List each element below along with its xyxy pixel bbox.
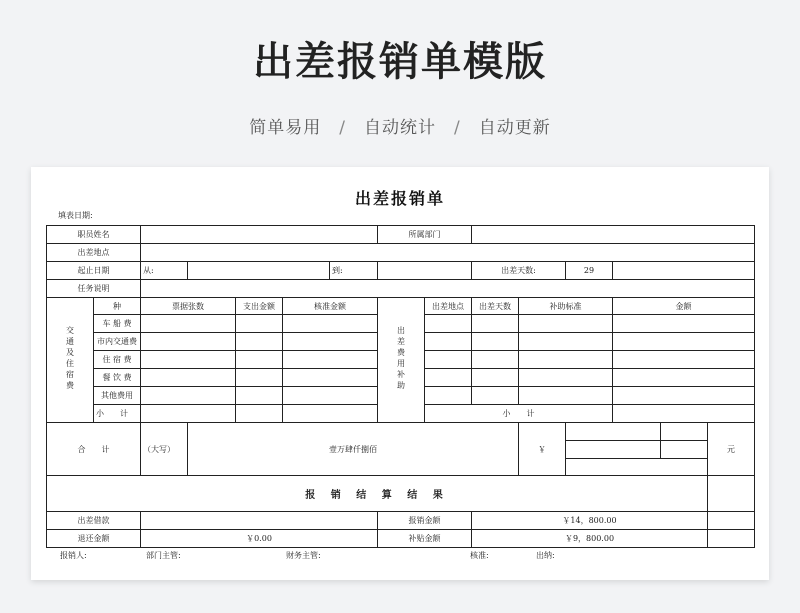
row-location <box>47 243 755 261</box>
reimburser-label: 报销人: <box>60 551 87 560</box>
total-digit-cell[interactable] <box>566 458 708 476</box>
allow-location-cell[interactable] <box>425 333 472 351</box>
receipt-count-cell[interactable] <box>141 351 236 369</box>
allow-days-cell[interactable] <box>472 369 519 387</box>
expense-amount-cell[interactable] <box>236 333 283 351</box>
to-label: 到: <box>330 261 378 279</box>
allow-days-header: 出差天数 <box>472 297 519 315</box>
allow-amount-cell[interactable] <box>613 387 755 405</box>
total-digit-cell[interactable] <box>661 422 708 440</box>
allow-location-cell[interactable] <box>425 351 472 369</box>
capital-value: 壹万肆仟捌佰 <box>188 422 519 476</box>
employee-name-label: 职员姓名 <box>47 226 141 244</box>
reimburse-side-cell <box>708 512 755 530</box>
receipt-count-cell[interactable] <box>141 369 236 387</box>
expense-amount-header: 支出金额 <box>236 297 283 315</box>
expense-kind: 住 宿 费 <box>94 351 141 369</box>
location-field[interactable] <box>141 243 755 261</box>
allow-standard-cell[interactable] <box>519 387 613 405</box>
allow-standard-cell[interactable] <box>519 351 613 369</box>
approved-amount-cell[interactable] <box>283 351 378 369</box>
row-expense-header <box>47 297 755 315</box>
allow-days-cell[interactable] <box>472 387 519 405</box>
subtotal-expense[interactable] <box>236 404 283 422</box>
feature-1: 简单易用 <box>249 118 322 138</box>
employee-name-field[interactable] <box>141 226 378 244</box>
verifier-label: 核准: <box>470 551 489 560</box>
expense-kind: 其他费用 <box>94 387 141 405</box>
total-digit-cell[interactable] <box>566 440 661 458</box>
approved-amount-cell[interactable] <box>283 369 378 387</box>
allow-amount-cell[interactable] <box>613 351 755 369</box>
allow-subtotal-value[interactable] <box>613 404 755 422</box>
expense-amount-cell[interactable] <box>236 315 283 333</box>
signature-footer <box>46 550 753 564</box>
refund-value: ￥0.00 <box>141 530 378 548</box>
department-label: 所属部门 <box>378 226 472 244</box>
purpose-label: 任务说明 <box>47 279 141 297</box>
allow-location-cell[interactable] <box>425 369 472 387</box>
transport-section-text: 交通及住宿费 <box>65 325 75 392</box>
refund-label: 退还金额 <box>47 530 141 548</box>
result-side-cell <box>708 476 755 512</box>
allowance-section-label <box>378 297 425 422</box>
approved-amount-cell[interactable] <box>283 315 378 333</box>
department-field[interactable] <box>472 226 755 244</box>
receipt-count-cell[interactable] <box>141 315 236 333</box>
row-dates <box>47 261 755 279</box>
reimburse-value: ￥14，800.00 <box>472 512 708 530</box>
to-date-field[interactable] <box>378 261 472 279</box>
allow-amount-cell[interactable] <box>613 333 755 351</box>
trip-days-extra <box>613 261 755 279</box>
row-refund <box>47 530 755 548</box>
approved-amount-header: 核准金额 <box>283 297 378 315</box>
feature-2: 自动统计 <box>364 118 436 138</box>
allow-standard-cell[interactable] <box>519 315 613 333</box>
expense-kind: 餐 饮 费 <box>94 369 141 387</box>
row-advance <box>47 512 755 530</box>
from-label: 从: <box>141 261 188 279</box>
separator: / <box>339 118 346 138</box>
subsidy-label: 补贴金额 <box>378 530 472 548</box>
receipt-count-cell[interactable] <box>141 387 236 405</box>
fill-date-label: 填表日期: <box>58 211 93 220</box>
subtotal-label: 小 计 <box>94 404 141 422</box>
trip-days-label: 出差天数: <box>472 261 566 279</box>
approved-amount-cell[interactable] <box>283 387 378 405</box>
allow-standard-cell[interactable] <box>519 369 613 387</box>
advance-label: 出差借款 <box>47 512 141 530</box>
form-sheet <box>31 167 769 580</box>
allow-days-cell[interactable] <box>472 333 519 351</box>
row-purpose <box>47 279 755 297</box>
approved-amount-cell[interactable] <box>283 333 378 351</box>
feature-tagline <box>0 113 800 138</box>
separator: / <box>454 118 461 138</box>
allow-location-cell[interactable] <box>425 315 472 333</box>
feature-3: 自动更新 <box>478 118 551 138</box>
subsidy-value: ￥9，800.00 <box>472 530 708 548</box>
date-range-label: 起止日期 <box>47 261 141 279</box>
expense-amount-cell[interactable] <box>236 351 283 369</box>
total-digit-cell[interactable] <box>566 422 661 440</box>
subtotal-approved[interactable] <box>283 404 378 422</box>
cashier-label: 出纳: <box>536 551 555 560</box>
subtotal-receipts[interactable] <box>141 404 236 422</box>
result-label: 报 销 结 算 结 果 <box>47 476 708 512</box>
total-label: 合 计 <box>47 422 141 476</box>
row-total <box>47 422 755 440</box>
expense-kind: 车 船 费 <box>94 315 141 333</box>
page-headline: 出差报销单模版 <box>253 39 547 85</box>
allow-days-cell[interactable] <box>472 315 519 333</box>
row-employee <box>47 226 755 244</box>
expense-kind: 市内交通费 <box>94 333 141 351</box>
yen-symbol: ￥ <box>519 422 566 476</box>
allowance-section-text: 出差费用补助 <box>396 325 406 392</box>
purpose-field[interactable] <box>141 279 755 297</box>
allow-standard-header: 补助标准 <box>519 297 613 315</box>
expense-amount-cell[interactable] <box>236 369 283 387</box>
row-result <box>47 476 755 512</box>
yuan-label: 元 <box>708 422 755 476</box>
receipt-count-cell[interactable] <box>141 333 236 351</box>
allow-amount-header: 金额 <box>613 297 755 315</box>
location-label: 出差地点 <box>47 243 141 261</box>
receipt-count-header: 票据张数 <box>141 297 236 315</box>
expense-amount-cell[interactable] <box>236 387 283 405</box>
transport-section-label <box>47 297 94 422</box>
allow-amount-cell[interactable] <box>613 315 755 333</box>
finance-head-label: 财务主管: <box>286 551 321 560</box>
allow-location-cell[interactable] <box>425 387 472 405</box>
capital-label: （大写） <box>141 422 188 476</box>
from-date-field[interactable] <box>188 261 330 279</box>
total-digit-cell[interactable] <box>661 440 708 458</box>
dept-head-label: 部门主管: <box>146 551 181 560</box>
trip-days-value[interactable]: 29 <box>566 261 613 279</box>
form-title: 出差报销单 <box>354 189 445 208</box>
allow-amount-cell[interactable] <box>613 369 755 387</box>
allow-location-header: 出差地点 <box>425 297 472 315</box>
allow-standard-cell[interactable] <box>519 333 613 351</box>
advance-field[interactable] <box>141 512 378 530</box>
expense-form-table <box>46 225 755 548</box>
subsidy-side-cell <box>708 530 755 548</box>
allow-days-cell[interactable] <box>472 351 519 369</box>
reimburse-label: 报销金额 <box>378 512 472 530</box>
allow-subtotal-label: 小 计 <box>425 404 613 422</box>
kind-header: 种 <box>94 297 141 315</box>
